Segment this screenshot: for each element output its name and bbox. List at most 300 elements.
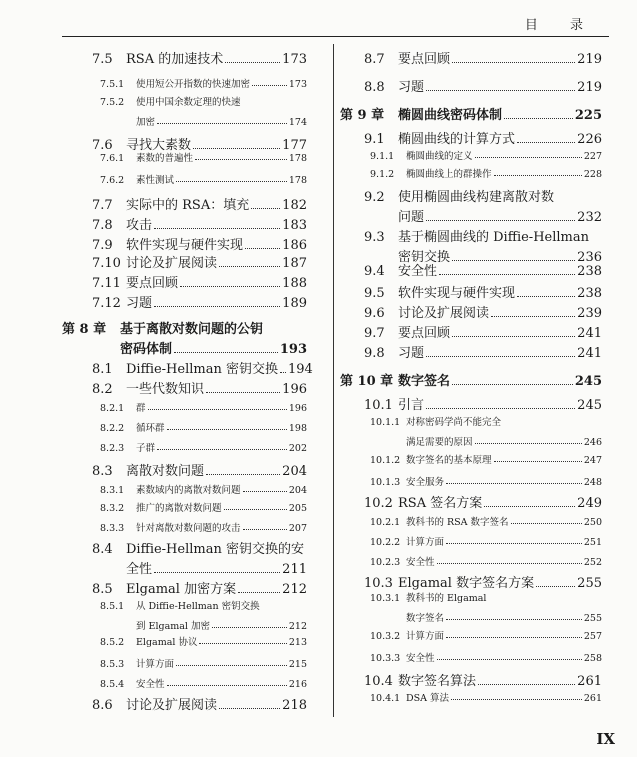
toc-entry-title: Diffie-Hellman 密钥交换的安 <box>126 542 304 557</box>
dot-leader <box>174 352 278 353</box>
toc-entry-page: 257 <box>583 631 602 642</box>
toc-entry-title: 椭圆曲线的计算方式 <box>398 132 516 147</box>
toc-entry-page: 202 <box>288 443 307 454</box>
toc-entry-page: 204 <box>282 464 307 479</box>
toc-entry-page: 218 <box>282 698 307 713</box>
toc-entry-page: 219 <box>577 80 602 95</box>
toc-entry-number: 10.3.2 <box>370 631 401 642</box>
toc-entry[interactable] <box>100 520 307 534</box>
dot-leader <box>452 384 573 385</box>
toc-entry[interactable] <box>364 48 602 67</box>
dot-leader <box>452 62 575 63</box>
toc-entry-number: 8.3.3 <box>100 523 125 534</box>
toc-entry-title: 攻击 <box>126 218 153 233</box>
toc-entry[interactable] <box>100 400 307 414</box>
toc-entry-page: 227 <box>583 151 602 162</box>
toc-entry[interactable] <box>370 474 602 488</box>
toc-entry-title: 教科书的 RSA 数字签名 <box>406 517 509 528</box>
toc-entry-title: 离散对数问题 <box>126 464 205 479</box>
toc-entry-page: 261 <box>583 693 602 704</box>
toc-entry-page: 182 <box>282 198 307 213</box>
toc-entry-number: 8.5.2 <box>100 637 125 648</box>
toc-entry-number: 7.11 <box>92 276 121 291</box>
toc-entry[interactable] <box>364 572 602 591</box>
toc-entry-number: 9.1.1 <box>370 151 395 162</box>
toc-entry-number: 8.8 <box>364 80 385 95</box>
toc-entry-title: RSA 签名方案 <box>398 496 483 511</box>
toc-entry-title: 针对离散对数问题的攻击 <box>136 523 241 534</box>
dot-leader <box>452 336 575 337</box>
toc-entry-title: 计算方面 <box>406 631 445 642</box>
toc-entry-number: 7.9 <box>92 238 113 253</box>
toc-entry[interactable] <box>100 500 307 514</box>
toc-entry-page: 196 <box>282 382 307 397</box>
toc-entry-title: Elgamal 数字签名方案 <box>398 576 535 591</box>
toc-entry-page: 225 <box>574 108 602 123</box>
toc-entry-title: 安全性 <box>398 264 438 279</box>
page-header-title: 目 录 <box>524 18 597 33</box>
dot-leader <box>199 643 286 644</box>
toc-entry-number: 9.1.2 <box>370 169 395 180</box>
toc-entry[interactable] <box>100 150 307 164</box>
toc-entry[interactable] <box>370 628 602 642</box>
toc-entry-number: 第 10 章 <box>340 374 394 389</box>
toc-entry-number: 8.3.1 <box>100 485 125 496</box>
dot-leader <box>437 563 582 564</box>
toc-entry-page: 213 <box>288 637 307 648</box>
toc-entry-page: 174 <box>288 117 307 128</box>
dot-leader <box>426 408 575 409</box>
toc-entry-title: 数字签名 <box>398 374 451 389</box>
toc-entry-page: 178 <box>288 153 307 164</box>
toc-entry-number: 8.2.2 <box>100 423 125 434</box>
dot-leader <box>212 627 287 628</box>
toc-entry[interactable] <box>100 172 307 186</box>
dot-leader <box>475 443 582 444</box>
toc-entry-title: 寻找大素数 <box>126 138 192 153</box>
toc-entry[interactable] <box>364 492 602 511</box>
toc-entry[interactable] <box>370 534 602 548</box>
toc-entry-page: 205 <box>288 503 307 514</box>
header-rule <box>62 36 609 37</box>
toc-entry-number: 8.5.4 <box>100 679 125 690</box>
toc-entry-number: 7.10 <box>92 256 121 271</box>
dot-leader <box>494 175 582 176</box>
dot-leader <box>478 684 575 685</box>
toc-entry[interactable] <box>370 610 602 624</box>
toc-entry-number: 7.5.1 <box>100 79 125 90</box>
page-number: IX <box>596 730 615 748</box>
toc-entry-title: 群 <box>136 403 146 414</box>
toc-entry-number: 9.2 <box>364 190 385 205</box>
toc-entry-title: 安全性 <box>406 653 435 664</box>
toc-entry-title: 软件实现与硬件实现 <box>398 286 516 301</box>
dot-leader <box>219 266 280 267</box>
toc-entry[interactable] <box>92 378 307 397</box>
toc-entry-title: 基于离散对数问题的公钥 <box>120 322 264 337</box>
toc-entry-page: 238 <box>577 286 602 301</box>
toc-entry-number: 9.3 <box>364 230 385 245</box>
toc-entry-title: Elgamal 加密方案 <box>126 582 237 597</box>
toc-entry-title: 循环群 <box>136 423 165 434</box>
toc-entry[interactable] <box>364 670 602 689</box>
toc-entry[interactable] <box>370 690 602 704</box>
toc-entry-title: 讨论及扩展阅读 <box>126 698 218 713</box>
toc-entry-title: 基于椭圆曲线的 Diffie-Hellman <box>398 230 589 245</box>
toc-entry-page: 207 <box>288 523 307 534</box>
toc-entry-title: 习题 <box>398 346 425 361</box>
dot-leader <box>494 461 582 462</box>
toc-entry[interactable] <box>62 338 307 357</box>
toc-entry-number: 7.6.2 <box>100 175 125 186</box>
toc-entry-number: 7.7 <box>92 198 113 213</box>
dot-leader <box>243 491 287 492</box>
toc-entry[interactable] <box>92 558 307 577</box>
dot-leader <box>446 543 582 544</box>
toc-entry-page: 245 <box>577 398 602 413</box>
toc-entry-title: Elgamal 协议 <box>136 637 198 648</box>
toc-entry-number: 10.2.3 <box>370 557 401 568</box>
dot-leader <box>437 659 582 660</box>
toc-entry-number: 10.3.3 <box>370 653 401 664</box>
dot-leader <box>426 220 575 221</box>
dot-leader <box>243 529 287 530</box>
dot-leader <box>511 523 582 524</box>
toc-entry-page: 258 <box>583 653 602 664</box>
toc-entry-page: 249 <box>577 496 602 511</box>
toc-entry-page: 250 <box>583 517 602 528</box>
toc-entry-title: 讨论及扩展阅读 <box>126 256 218 271</box>
toc-entry-page: 193 <box>279 342 307 357</box>
dot-leader <box>193 148 280 149</box>
toc-entry-title: 讨论及扩展阅读 <box>398 306 490 321</box>
dot-leader <box>176 665 287 666</box>
toc-entry-page: 248 <box>583 477 602 488</box>
toc-entry-number: 9.1 <box>364 132 385 147</box>
toc-entry[interactable] <box>92 358 313 377</box>
toc-entry-number: 10.1.1 <box>370 417 401 428</box>
toc-entry-title: 对称密码学尚不能完全 <box>406 417 502 428</box>
toc-entry-number: 10.3 <box>364 576 393 591</box>
toc-entry[interactable] <box>100 440 307 454</box>
toc-entry-number: 7.6.1 <box>100 153 125 164</box>
toc-entry[interactable] <box>364 128 602 147</box>
toc-entry-number: 7.12 <box>92 296 121 311</box>
toc-entry-number: 9.8 <box>364 346 385 361</box>
toc-entry-number: 8.5.3 <box>100 659 125 670</box>
toc-entry-page: 212 <box>282 582 307 597</box>
dot-leader <box>148 409 287 410</box>
toc-entry-title: 素性测试 <box>136 175 175 186</box>
toc-entry[interactable] <box>92 460 307 479</box>
toc-entry-page: 236 <box>577 250 602 265</box>
toc-entry[interactable] <box>100 114 307 128</box>
toc-entry-page: 239 <box>577 306 602 321</box>
toc-entry-first-line <box>100 598 260 612</box>
dot-leader <box>426 356 575 357</box>
toc-entry[interactable] <box>364 394 602 413</box>
dot-leader <box>446 483 582 484</box>
column-divider <box>333 44 334 717</box>
toc-entry[interactable] <box>100 618 307 632</box>
dot-leader <box>167 429 287 430</box>
toc-entry[interactable] <box>340 104 602 123</box>
dot-leader <box>225 62 280 63</box>
toc-entry-title: 密码体制 <box>120 342 173 357</box>
toc-entry-number: 8.7 <box>364 52 385 67</box>
toc-entry-title: 从 Diffie-Hellman 密钥交换 <box>136 601 260 612</box>
dot-leader <box>180 286 280 287</box>
toc-entry-page: 232 <box>577 210 602 225</box>
toc-entry-page: 228 <box>583 169 602 180</box>
toc-entry-number: 10.1.3 <box>370 477 401 488</box>
toc-entry-number: 8.4 <box>92 542 113 557</box>
toc-entry-number: 8.2 <box>92 382 113 397</box>
toc-entry-first-line <box>100 94 241 108</box>
toc-entry[interactable] <box>370 514 602 528</box>
toc-entry-page: 241 <box>577 326 602 341</box>
toc-entry-title: 软件实现与硬件实现 <box>126 238 244 253</box>
toc-entry-number: 8.6 <box>92 698 113 713</box>
toc-entry-title: 数字签名的基本原理 <box>406 455 492 466</box>
toc-entry-title: 习题 <box>398 80 425 95</box>
dot-leader <box>206 392 280 393</box>
toc-entry-page: 188 <box>282 276 307 291</box>
toc-entry-page: 211 <box>282 562 307 577</box>
toc-entry-page: 261 <box>577 674 602 689</box>
toc-entry-title: 教科书的 Elgamal <box>406 593 487 604</box>
dot-leader <box>154 572 280 573</box>
toc-entry[interactable] <box>370 554 602 568</box>
toc-entry-page: 219 <box>577 52 602 67</box>
toc-entry[interactable] <box>92 252 307 271</box>
toc-entry-number: 9.7 <box>364 326 385 341</box>
toc-entry-page: 204 <box>288 485 307 496</box>
toc-entry-title: 习题 <box>126 296 153 311</box>
toc-entry-first-line <box>92 538 304 557</box>
toc-entry-page: 251 <box>583 537 602 548</box>
toc-entry-number: 7.5.2 <box>100 97 125 108</box>
dot-leader <box>280 372 286 373</box>
toc-entry-page: 194 <box>288 362 313 377</box>
dot-leader <box>167 685 287 686</box>
dot-leader <box>157 123 287 124</box>
dot-leader <box>451 699 582 700</box>
toc-entry[interactable] <box>92 234 307 253</box>
toc-entry-page: 255 <box>583 613 602 624</box>
dot-leader <box>517 142 575 143</box>
toc-entry-title: 使用短公开指数的快速加密 <box>136 79 251 90</box>
toc-entry-page: 247 <box>583 455 602 466</box>
toc-entry[interactable] <box>92 292 307 311</box>
toc-entry-number: 9.5 <box>364 286 385 301</box>
toc-entry[interactable] <box>100 420 307 434</box>
toc-entry-title: 安全性 <box>406 557 435 568</box>
toc-entry[interactable] <box>364 76 602 95</box>
dot-leader <box>446 619 582 620</box>
dot-leader <box>251 208 280 209</box>
dot-leader <box>176 181 287 182</box>
toc-entry-page: 196 <box>288 403 307 414</box>
toc-entry-page: 186 <box>282 238 307 253</box>
toc-entry-number: 10.4.1 <box>370 693 401 704</box>
toc-entry-title: 一些代数知识 <box>126 382 205 397</box>
toc-entry-title: 实际中的 RSA：填充 <box>126 198 250 213</box>
toc-entry-first-line <box>364 226 589 245</box>
toc-entry[interactable] <box>100 634 307 648</box>
toc-entry[interactable] <box>92 194 307 213</box>
toc-entry-number: 7.6 <box>92 138 113 153</box>
dot-leader <box>439 274 575 275</box>
toc-entry[interactable] <box>364 206 602 225</box>
dot-leader <box>154 228 280 229</box>
toc-entry-number: 10.1.2 <box>370 455 401 466</box>
toc-entry[interactable] <box>370 148 602 162</box>
toc-entry-number: 8.3 <box>92 464 113 479</box>
toc-entry-title: 子群 <box>136 443 156 454</box>
toc-entry[interactable] <box>92 214 307 233</box>
toc-entry-title: 满足需要的原因 <box>406 437 473 448</box>
toc-entry-page: 215 <box>288 659 307 670</box>
dot-leader <box>426 90 575 91</box>
toc-entry-number: 9.6 <box>364 306 385 321</box>
toc-entry-page: 173 <box>288 79 307 90</box>
toc-entry-title: 计算方面 <box>136 659 175 670</box>
toc-entry-title: 椭圆曲线上的群操作 <box>406 169 492 180</box>
toc-entry[interactable] <box>370 434 602 448</box>
toc-entry-page: 216 <box>288 679 307 690</box>
toc-entry-first-line <box>62 318 263 337</box>
toc-entry-title: 椭圆曲线密码体制 <box>398 108 503 123</box>
dot-leader <box>484 506 575 507</box>
dot-leader <box>157 449 287 450</box>
toc-entry-title: 要点回顾 <box>126 276 179 291</box>
toc-entry-title: 数字签名算法 <box>398 674 477 689</box>
toc-entry-first-line <box>370 590 486 604</box>
toc-entry-title: Diffie-Hellman 密钥交换 <box>126 362 278 377</box>
toc-entry-number: 8.5.1 <box>100 601 125 612</box>
toc-entry-number: 第 8 章 <box>62 322 107 337</box>
dot-leader <box>219 708 280 709</box>
toc-entry[interactable] <box>364 322 602 341</box>
toc-entry-number: 8.3.2 <box>100 503 125 514</box>
toc-entry[interactable] <box>364 260 602 279</box>
toc-entry[interactable] <box>370 650 602 664</box>
toc-entry-title: DSA 算法 <box>406 693 450 704</box>
toc-entry-first-line <box>370 414 501 428</box>
toc-entry[interactable] <box>92 48 307 67</box>
toc-entry-page: 246 <box>583 437 602 448</box>
toc-entry-number: 8.2.1 <box>100 403 125 414</box>
toc-entry-title: 密钥交换 <box>398 250 451 265</box>
toc-entry-page: 226 <box>577 132 602 147</box>
dot-leader <box>245 248 280 249</box>
dot-leader <box>517 296 575 297</box>
toc-entry-number: 10.1 <box>364 398 393 413</box>
dot-leader <box>491 316 575 317</box>
toc-entry-title: 数字签名 <box>406 613 445 624</box>
toc-entry[interactable] <box>370 452 602 466</box>
toc-entry-page: 255 <box>577 576 602 591</box>
toc-entry[interactable] <box>92 694 307 713</box>
toc-entry-number: 8.2.3 <box>100 443 125 454</box>
toc-entry-page: 198 <box>288 423 307 434</box>
toc-entry-number: 10.2.2 <box>370 537 401 548</box>
toc-entry-title: 问题 <box>398 210 425 225</box>
toc-entry-page: 177 <box>282 138 307 153</box>
toc-entry[interactable] <box>100 482 307 496</box>
dot-leader <box>475 157 582 158</box>
toc-entry-title: 全性 <box>126 562 153 577</box>
toc-entry-title: 要点回顾 <box>398 52 451 67</box>
toc-entry[interactable] <box>364 342 602 361</box>
toc-entry[interactable] <box>100 656 307 670</box>
toc-entry-page: 189 <box>282 296 307 311</box>
dot-leader <box>504 118 573 119</box>
dot-leader <box>206 474 280 475</box>
toc-entry-title: 加密 <box>136 117 156 128</box>
toc-entry-title: 引言 <box>398 398 425 413</box>
toc-entry-page: 173 <box>282 52 307 67</box>
toc-entry-page: 245 <box>574 374 602 389</box>
dot-leader <box>224 509 287 510</box>
toc-entry[interactable] <box>370 166 602 180</box>
toc-entry-number: 8.1 <box>92 362 113 377</box>
toc-entry-title: 使用中国余数定理的快速 <box>136 97 241 108</box>
toc-entry[interactable] <box>100 76 307 90</box>
toc-entry-title: 计算方面 <box>406 537 445 548</box>
toc-entry-title: 使用椭圆曲线构建离散对数 <box>398 190 555 205</box>
dot-leader <box>195 159 287 160</box>
toc-entry-title: 推广的离散对数问题 <box>136 503 222 514</box>
toc-entry-page: 187 <box>282 256 307 271</box>
toc-entry[interactable] <box>100 676 307 690</box>
dot-leader <box>154 306 280 307</box>
toc-entry-title: 素数域内的离散对数问题 <box>136 485 241 496</box>
toc-entry-title: 椭圆曲线的定义 <box>406 151 473 162</box>
toc-entry-title: 到 Elgamal 加密 <box>136 621 210 632</box>
toc-entry-number: 10.3.1 <box>370 593 401 604</box>
toc-entry-page: 183 <box>282 218 307 233</box>
toc-entry-page: 241 <box>577 346 602 361</box>
dot-leader <box>252 85 287 86</box>
toc-entry[interactable] <box>364 282 602 301</box>
toc-entry-number: 10.4 <box>364 674 393 689</box>
toc-entry-number: 8.5 <box>92 582 113 597</box>
toc-entry[interactable] <box>92 272 307 291</box>
toc-entry-number: 10.2.1 <box>370 517 401 528</box>
toc-entry[interactable] <box>92 578 307 597</box>
toc-entry-number: 7.5 <box>92 52 113 67</box>
dot-leader <box>536 586 575 587</box>
toc-entry-number: 7.8 <box>92 218 113 233</box>
toc-entry-title: 安全服务 <box>406 477 445 488</box>
toc-entry[interactable] <box>340 370 602 389</box>
toc-entry-title: 要点回顾 <box>398 326 451 341</box>
toc-entry-page: 238 <box>577 264 602 279</box>
toc-entry-page: 212 <box>288 621 307 632</box>
toc-entry-number: 9.4 <box>364 264 385 279</box>
dot-leader <box>446 637 582 638</box>
toc-entry-page: 178 <box>288 175 307 186</box>
toc-entry-title: 素数的普遍性 <box>136 153 194 164</box>
dot-leader <box>238 592 280 593</box>
toc-entry[interactable] <box>364 302 602 321</box>
toc-entry-title: RSA 的加速技术 <box>126 52 224 67</box>
toc-entry-number: 第 9 章 <box>340 108 385 123</box>
toc-entry-page: 252 <box>583 557 602 568</box>
toc-entry-title: 安全性 <box>136 679 165 690</box>
